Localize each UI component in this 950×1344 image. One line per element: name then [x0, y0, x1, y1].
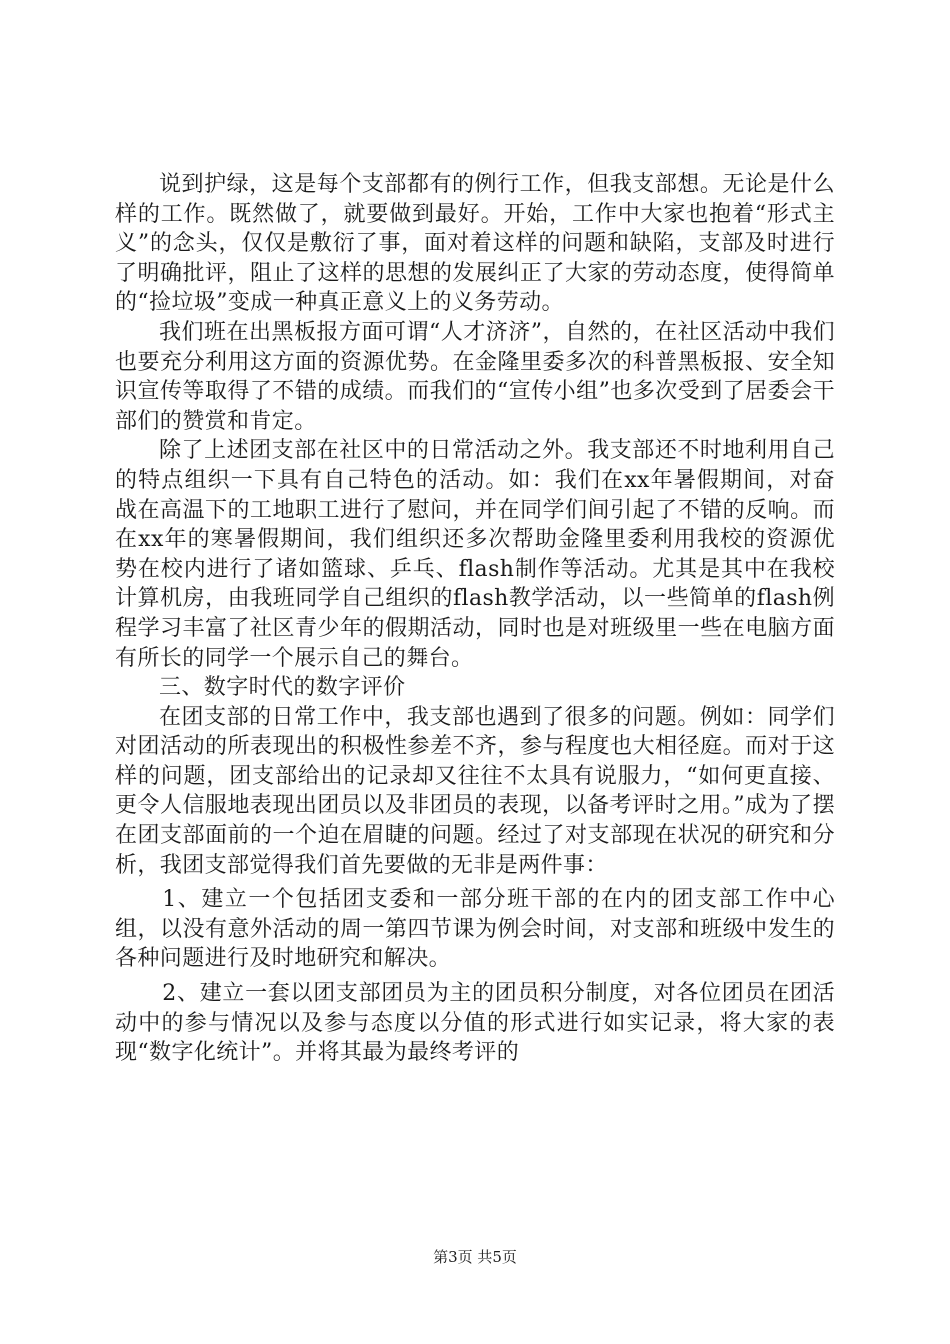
list-item-work-group: 1、建立一个包括团支委和一部分班干部的在内的团支部工作中心组，以没有意外活动的周一第四节课为例会时间，对支部和班级中发生的各种问题进行及时地研究和解决。 — [115, 887, 835, 972]
section-heading: 三、数字时代的数字评价 — [159, 675, 406, 701]
page-footer: 第3页 共5页 — [433, 1248, 517, 1266]
list-item-points-system: 2、建立一套以团支部团员为主的团员积分制度，对各位团员在团活动中的参与情况以及参与态度以分值的形式进行如实记录，将大家的表现“数字化统计”。并将其最为最终考评的 — [115, 981, 835, 1066]
paragraph-special-activities: 除了上述团支部在社区中的日常活动之外。我支部还不时地利用自己的特点组织一下具有自己特色的活动。如：我们在xx年暑假期间，对奋战在高温下的工地职工进行了慰问，并在同学们间引起了不错的反响。而在xx年的寒暑假期间，我们组织还多次帮助金隆里委利用我校的资源优势在校内进行了诸如篮球、乒乓、flash制作等活动。尤其是其中在我校计算机房，由我班同学自己组织的flash教学活动，以一些简单的flash例程学习丰富了社区青少年的假期活动，同时也是对班级里一些在电脑方面有所长的同学一个展示自己的舞台。 — [115, 438, 835, 671]
paragraph-daily-work-problems: 在团支部的日常工作中，我支部也遇到了很多的问题。例如：同学们对团活动的所表现出的积极性参差不齐，参与程度也大相径庭。而对于这样的问题，团支部给出的记录却又往往不太具有说服力，“如何更直接、更令人信服地表现出团员以及非团员的表现，以备考评时之用。”成为了摆在团支部面前的一个迫在眉睫的问题。经过了对支部现在状况的研究和分析，我团支部觉得我们首先要做的无非是两件事： — [115, 704, 835, 878]
document-body — [115, 170, 835, 1068]
paragraph-green-care: 说到护绿，这是每个支部都有的例行工作，但我支部想。无论是什么样的工作。既然做了，就要做到最好。开始，工作中大家也抱着“形式主义”的念头，仅仅是敷衍了事，面对着这样的问题和缺陷，支部及时进行了明确批评，阻止了这样的思想的发展纠正了大家的劳动态度，使得简单的“捡垃圾”变成一种真正意义上的义务劳动。 — [115, 172, 835, 316]
paragraph-blackboard: 我们班在出黑板报方面可谓“人才济济”，自然的，在社区活动中我们也要充分利用这方面的资源优势。在金隆里委多次的科普黑板报、安全知识宣传等取得了不错的成绩。而我们的“宣传小组”也多次受到了居委会干部们的赞赏和肯定。 — [115, 319, 835, 434]
